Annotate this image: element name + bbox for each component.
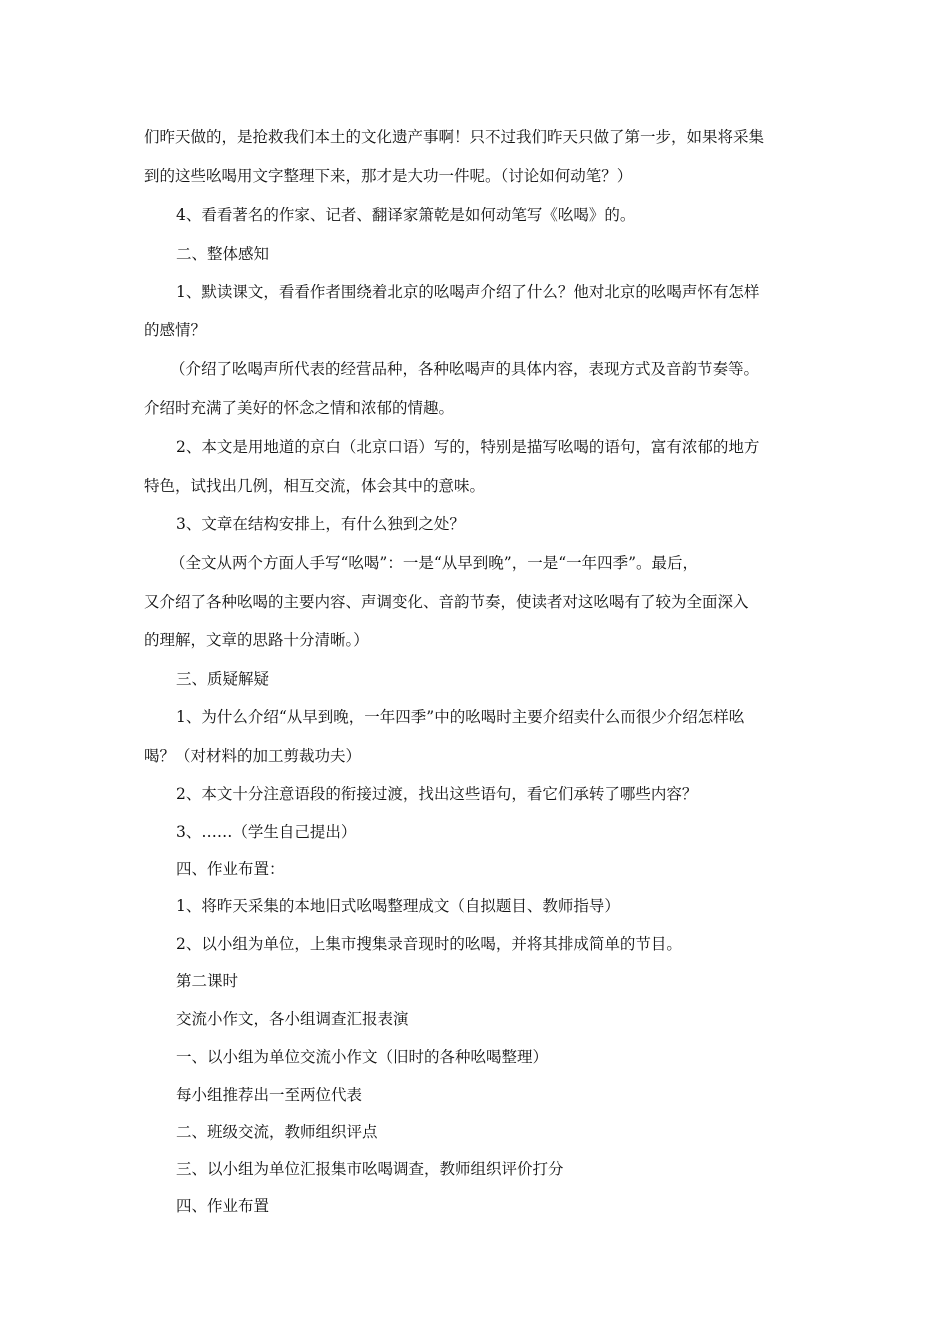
list-item: 2、本文十分注意语段的衔接过渡，找出这些语句，看它们承转了哪些内容？ [176, 785, 698, 803]
paragraph-line: 到的这些吆喝用文字整理下来，那才是大功一件呢。（讨论如何动笔？） [144, 167, 633, 185]
list-item: 2、以小组为单位，上集市搜集录音现时的吆喝，并将其排成简单的节目。 [176, 935, 682, 953]
list-item: 3、……（学生自己提出） [176, 823, 357, 841]
section-heading: 二、整体感知 [176, 245, 270, 263]
paragraph-line: 交流小作文，各小组调查汇报表演 [176, 1010, 409, 1028]
paragraph-line: 每小组推荐出一至两位代表 [176, 1086, 363, 1104]
answer-line: （全文从两个方面人手写“吆喝”：一是“从早到晚”，一是“一年四季”。最后， [170, 554, 699, 572]
answer-line: （介绍了吆喝声所代表的经营品种，各种吆喝声的具体内容，表现方式及音韵节奏等。 [170, 360, 760, 378]
paragraph-line: 的感情？ [144, 321, 207, 339]
section-heading: 一、以小组为单位交流小作文（旧时的各种吆喝整理） [176, 1048, 549, 1066]
list-item: 1、将昨天采集的本地旧式吆喝整理成文（自拟题目、教师指导） [176, 897, 620, 915]
list-item: 1、默读课文，看看作者围绕着北京的吆喝声介绍了什么？他对北京的吆喝声怀有怎样 [176, 283, 760, 301]
section-heading: 三、以小组为单位汇报集市吆喝调查，教师组织评价打分 [176, 1160, 564, 1178]
paragraph-line: 的理解，文章的思路十分清晰。） [144, 631, 369, 649]
lesson-heading: 第二课时 [176, 972, 239, 990]
paragraph-line: 介绍时充满了美好的怀念之情和浓郁的情趣。 [144, 399, 455, 417]
list-item: 3、文章在结构安排上，有什么独到之处？ [176, 515, 465, 533]
section-heading: 三、质疑解疑 [176, 670, 270, 688]
section-heading: 二、班级交流，教师组织评点 [176, 1123, 378, 1141]
section-heading: 四、作业布置： [176, 860, 285, 878]
paragraph-line: 特色，试找出几例，相互交流，体会其中的意味。 [144, 477, 486, 495]
section-heading: 四、作业布置 [176, 1197, 270, 1215]
paragraph-line: 喝？（对材料的加工剪裁功夫） [144, 747, 362, 765]
paragraph-line: 们昨天做的，是抢救我们本土的文化遗产事啊！只不过我们昨天只做了第一步，如果将采集 [144, 128, 765, 146]
list-item: 4、看看著名的作家、记者、翻译家箫乾是如何动笔写《吆喝》的。 [176, 206, 636, 224]
paragraph-line: 又介绍了各种吆喝的主要内容、声调变化、音韵节奏，使读者对这吆喝有了较为全面深入 [144, 593, 749, 611]
list-item: 1、为什么介绍“从早到晚，一年四季”中的吆喝时主要介绍卖什么而很少介绍怎样吆 [176, 708, 745, 726]
list-item: 2、本文是用地道的京白（北京口语）写的，特别是描写吆喝的语句，富有浓郁的地方 [176, 438, 760, 456]
